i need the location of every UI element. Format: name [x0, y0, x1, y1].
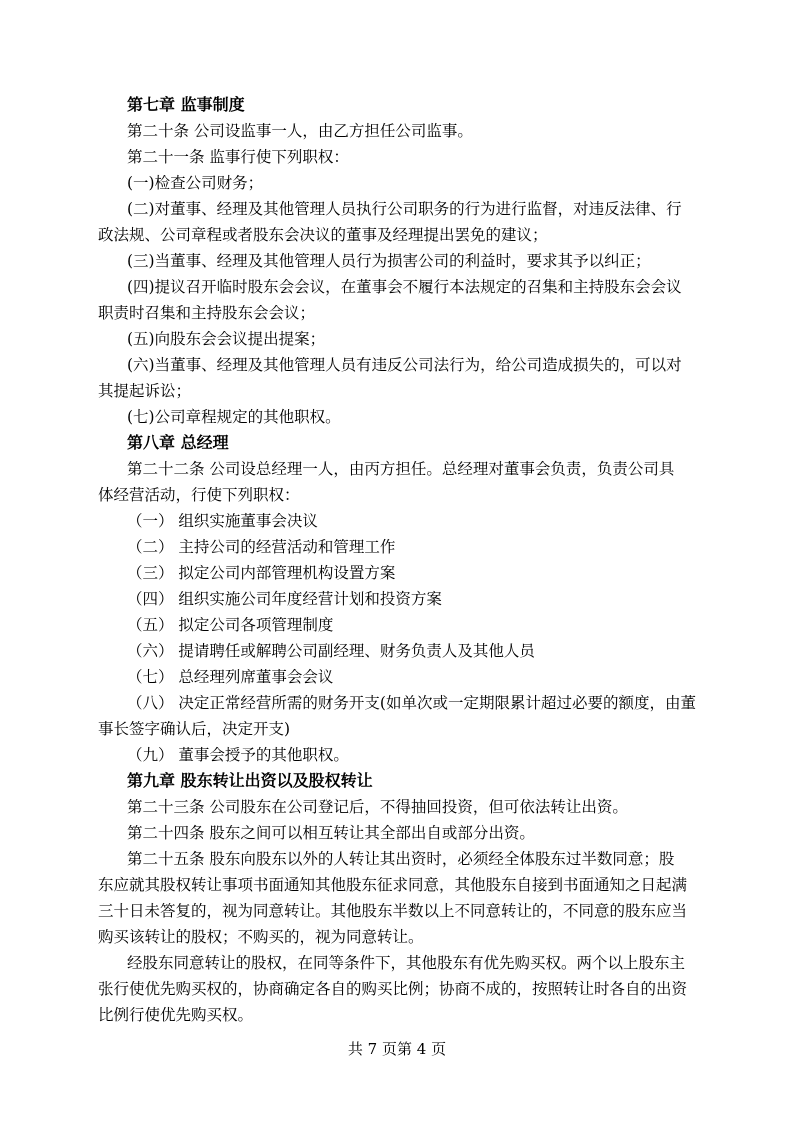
paragraph-line: 经股东同意转让的股权，在同等条件下，其他股东有优先购买权。两个以上股东主 — [127, 954, 686, 972]
paragraph-line: 第二十三条 公司股东在公司登记后，不得抽回投资，但可依法转让出资。 — [127, 798, 628, 816]
paragraph-line: （九） 董事会授予的其他职权。 — [127, 746, 349, 764]
paragraph-line: (六)当董事、经理及其他管理人员有违反公司法行为，给公司造成损失的，可以对 — [127, 356, 682, 374]
chapter-heading: 第七章 监事制度 — [127, 95, 245, 114]
paragraph-line: （八） 决定正常经营所需的财务开支(如单次或一定期限累计超过必要的额度，由董 — [127, 694, 696, 712]
paragraph-line: （四） 组织实施公司年度经营计划和投资方案 — [127, 590, 442, 608]
paragraph-line: (三)当董事、经理及其他管理人员行为损害公司的利益时，要求其予以纠正； — [127, 252, 651, 270]
paragraph-line: 第二十五条 股东向股东以外的人转让其出资时，必须经全体股东过半数同意；股 — [127, 850, 675, 868]
paragraph-line: 比例行使优先购买权。 — [98, 1006, 254, 1024]
paragraph-line: 事长签字确认后，决定开支) — [98, 720, 291, 738]
paragraph-line: (四)提议召开临时股东会会议，在董事会不履行本法规定的召集和主持股东会会议 — [127, 278, 682, 296]
paragraph-line: (二)对董事、经理及其他管理人员执行公司职务的行为进行监督，对违反法律、行 — [127, 200, 682, 218]
paragraph-line: 张行使优先购买权的，协商确定各自的购买比例；协商不成的，按照转让时各自的出资 — [98, 980, 688, 998]
chapter-heading: 第九章 股东转让出资以及股权转让 — [127, 771, 373, 790]
paragraph-line: 第二十四条 股东之间可以相互转让其全部出自或部分出资。 — [127, 824, 535, 842]
paragraph-line: (一)检查公司财务； — [127, 174, 264, 192]
paragraph-line: 三十日未答复的，视为同意转让。其他股东半数以上不同意转让的，不同意的股东应当 — [98, 902, 688, 920]
paragraph-line: （五） 拟定公司各项管理制度 — [127, 616, 334, 634]
paragraph-line: 政法规、公司章程或者股东会决议的董事及经理提出罢免的建议； — [98, 226, 548, 244]
paragraph-line: （一） 组织实施董事会决议 — [127, 512, 318, 530]
paragraph-line: 其提起诉讼； — [98, 382, 192, 400]
paragraph-line: 第二十条 公司设监事一人，由乙方担任公司监事。 — [127, 122, 473, 140]
paragraph-line: 职责时召集和主持股东会会议； — [98, 304, 316, 322]
page-footer: 共 7 页第 4 页 — [347, 1040, 447, 1058]
paragraph-line: 第二十二条 公司设总经理一人，由丙方担任。总经理对董事会负责，负责公司具 — [127, 460, 675, 478]
paragraph-line: （三） 拟定公司内部管理机构设置方案 — [127, 564, 396, 582]
paragraph-line: （七） 总经理列席董事会会议 — [127, 668, 334, 686]
paragraph-line: (七)公司章程规定的其他职权。 — [127, 408, 341, 426]
document-body — [98, 92, 701, 1028]
paragraph-line: （六） 提请聘任或解聘公司副经理、财务负责人及其他人员 — [127, 642, 535, 660]
paragraph-line: （二） 主持公司的经营活动和管理工作 — [127, 538, 396, 556]
paragraph-line: 东应就其股权转让事项书面通知其他股东征求同意，其他股东自接到书面通知之日起满 — [98, 876, 688, 894]
chapter-heading: 第八章 总经理 — [127, 433, 229, 452]
paragraph-line: 购买该转让的股权；不购买的，视为同意转让。 — [98, 928, 424, 946]
paragraph-line: (五)向股东会会议提出提案； — [127, 330, 326, 348]
paragraph-line: 体经营活动，行使下列职权： — [98, 486, 300, 504]
paragraph-line: 第二十一条 监事行使下列职权： — [127, 148, 349, 166]
